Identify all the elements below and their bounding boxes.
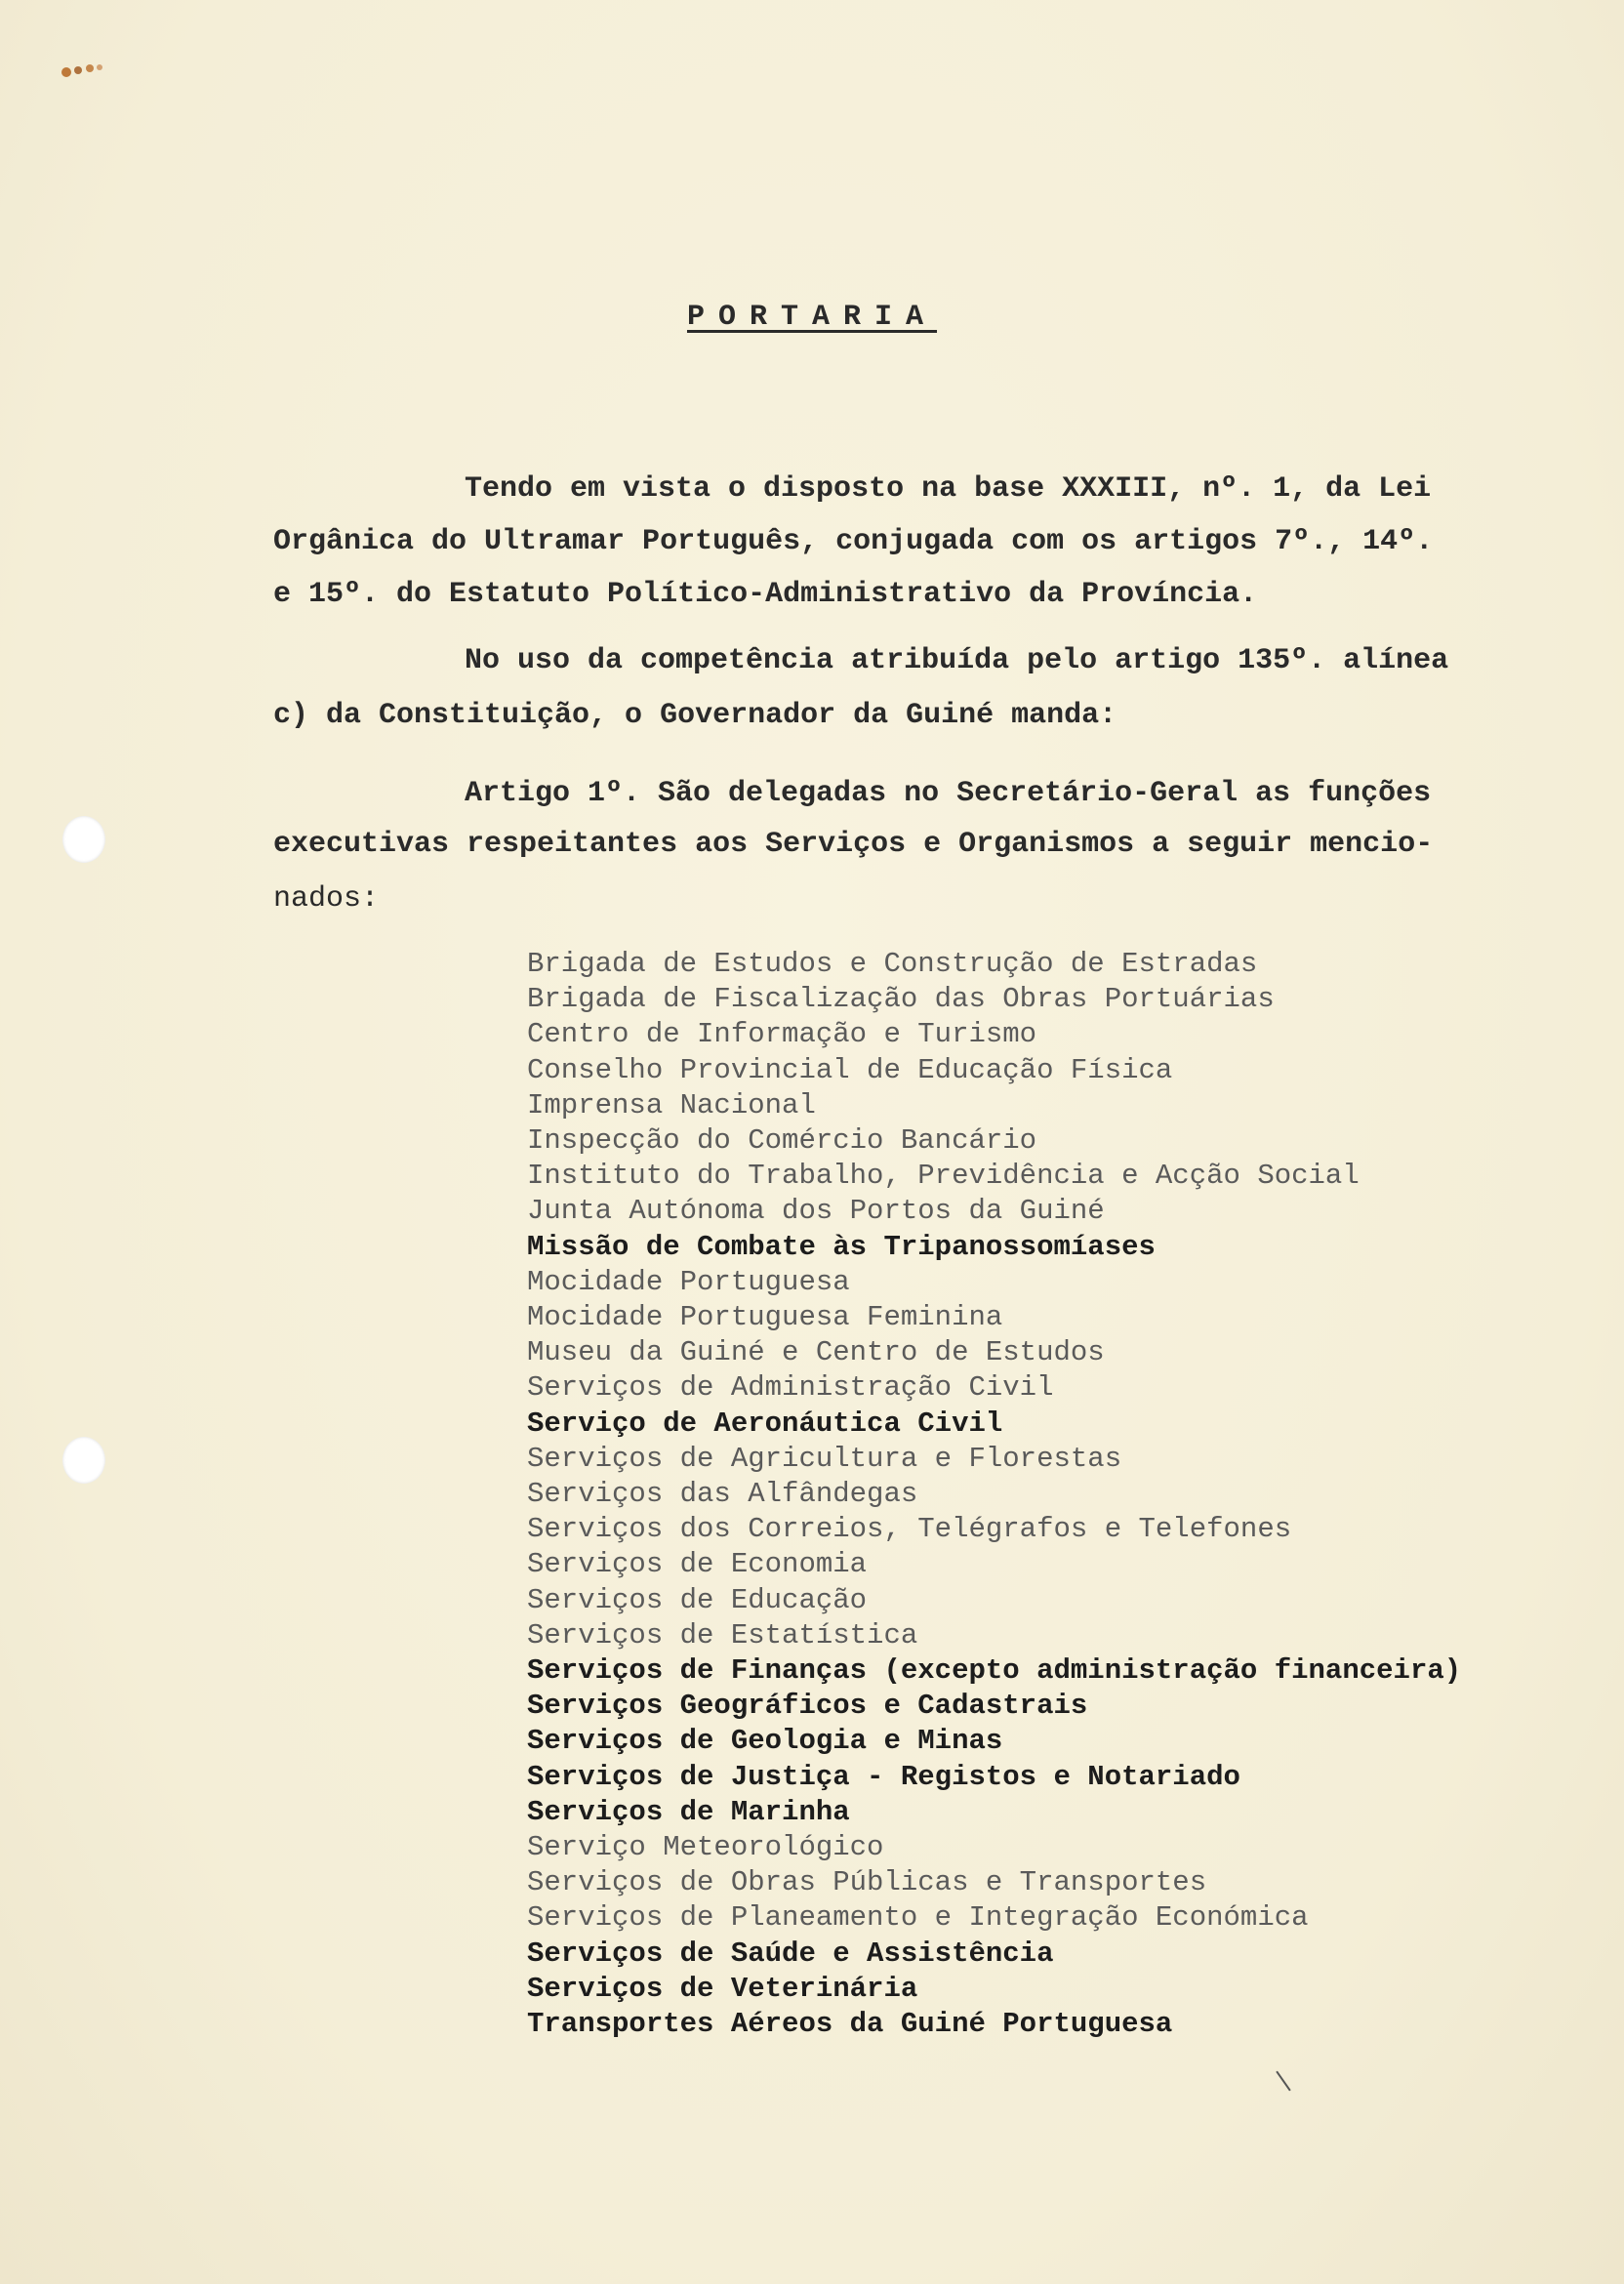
list-item: Centro de Informação e Turismo — [527, 1018, 1037, 1051]
list-item: Serviços de Finanças (excepto administração financeira) — [527, 1654, 1462, 1688]
list-item: Conselho Provincial de Educação Física — [527, 1053, 1173, 1086]
pen-tick-mark — [1276, 2071, 1290, 2092]
list-item: Serviços de Veterinária — [527, 1972, 918, 2005]
list-item: Serviço Meteorológico — [527, 1831, 884, 1864]
paragraph-1-line-1: Tendo em vista o disposto na base XXXIII, nº. 1, da Lei — [465, 472, 1432, 506]
paragraph-1-line-2: Orgânica do Ultramar Português, conjugada com os artigos 7º., 14º. — [273, 525, 1434, 558]
list-item: Serviços de Planeamento e Integração Económica — [527, 1901, 1309, 1935]
list-item: Serviços Geográficos e Cadastrais — [527, 1690, 1088, 1723]
list-item: Serviços de Agricultura e Florestas — [527, 1442, 1122, 1475]
list-item: Missão de Combate às Tripanossomíases — [527, 1230, 1156, 1263]
paragraph-3-line-2: executivas respeitantes aos Serviços e Organismos a seguir mencio- — [273, 828, 1434, 861]
list-item: Serviços de Justiça - Registos e Notariado — [527, 1760, 1240, 1793]
list-item: Inspecção do Comércio Bancário — [527, 1124, 1037, 1158]
paragraph-1-line-3: e 15º. do Estatuto Político-Administrativo da Província. — [273, 578, 1258, 611]
list-item: Museu da Guiné e Centro de Estudos — [527, 1336, 1105, 1369]
list-item: Serviços de Administração Civil — [527, 1371, 1054, 1405]
paragraph-2-line-2: c) da Constituição, o Governador da Guiné manda: — [273, 699, 1117, 732]
rust-stain-mark — [57, 61, 115, 80]
list-item: Serviço de Aeronáutica Civil — [527, 1407, 1003, 1440]
paragraph-3-line-3: nados: — [273, 882, 380, 916]
list-item: Transportes Aéreos da Guiné Portuguesa — [527, 2008, 1173, 2041]
list-item: Imprensa Nacional — [527, 1088, 816, 1122]
list-item: Mocidade Portuguesa — [527, 1265, 850, 1298]
list-item: Serviços de Estatística — [527, 1618, 918, 1652]
list-item: Junta Autónoma dos Portos da Guiné — [527, 1195, 1105, 1228]
punch-hole-top — [62, 816, 105, 863]
paragraph-3-line-1: Artigo 1º. São delegadas no Secretário-Geral as funções — [465, 777, 1432, 810]
list-item: Brigada de Estudos e Construção de Estradas — [527, 948, 1258, 980]
list-item: Serviços de Educação — [527, 1583, 868, 1616]
paragraph-2-line-1: No uso da competência atribuída pelo artigo 135º. alínea — [465, 644, 1449, 677]
document-title: PORTARIA — [686, 301, 938, 334]
list-item: Serviços dos Correios, Telégrafos e Telefones — [527, 1513, 1292, 1546]
list-item: Mocidade Portuguesa Feminina — [527, 1301, 1003, 1334]
list-item: Brigada de Fiscalização das Obras Portuárias — [527, 983, 1275, 1016]
list-item: Serviços de Geologia e Minas — [527, 1725, 1003, 1758]
list-item: Serviços das Alfândegas — [527, 1478, 918, 1511]
services-list — [527, 947, 1461, 2042]
list-item: Instituto do Trabalho, Previdência e Acção Social — [527, 1160, 1360, 1193]
punch-hole-bottom — [62, 1437, 105, 1484]
list-item: Serviços de Economia — [527, 1548, 868, 1581]
list-item: Serviços de Saúde e Assistência — [527, 1937, 1054, 1970]
list-item: Serviços de Marinha — [527, 1795, 850, 1828]
list-item: Serviços de Obras Públicas e Transportes — [527, 1866, 1207, 1899]
